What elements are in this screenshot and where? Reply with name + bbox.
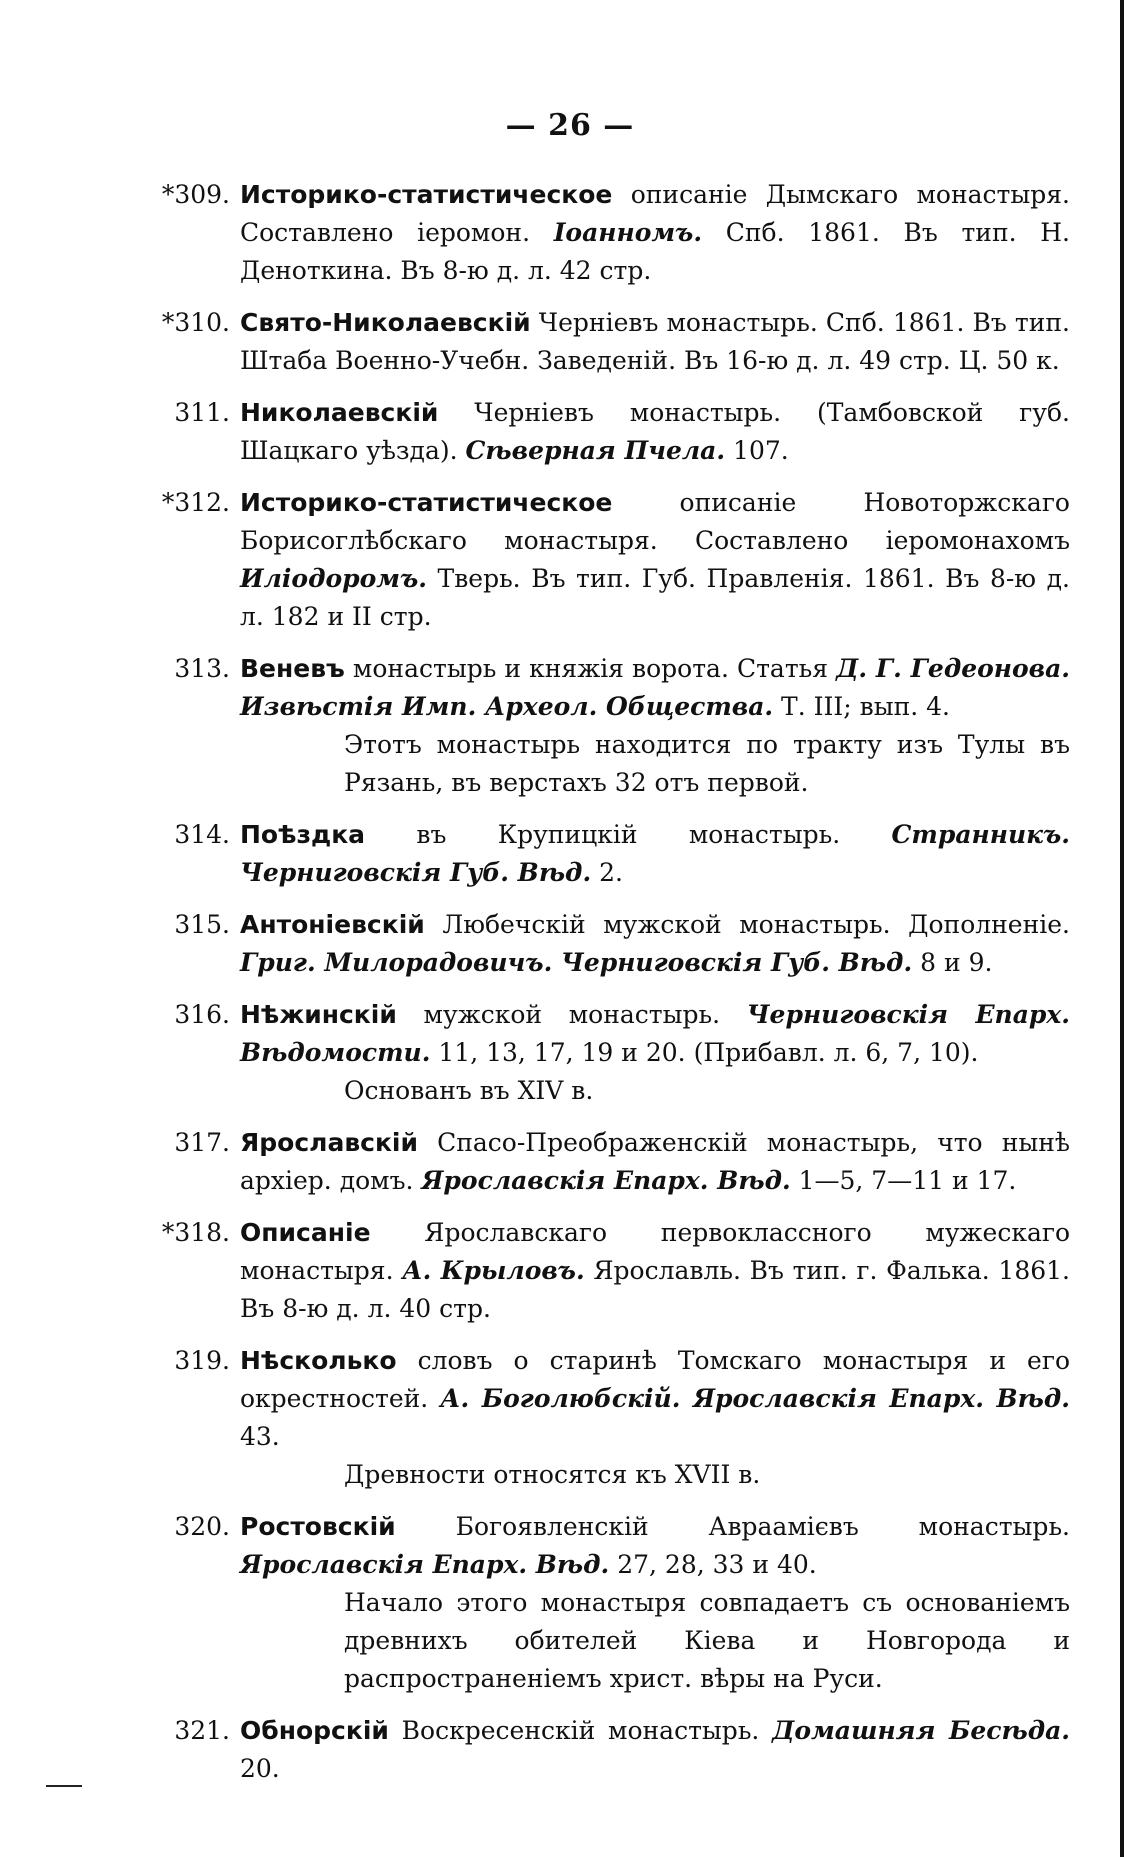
- entry-text: Воскресенскій монастырь.: [388, 1716, 773, 1745]
- entry-title: Нѣжинскій: [240, 1000, 397, 1029]
- entry-text-2: 8 и 9.: [912, 948, 993, 977]
- entry: [0, 394, 1140, 470]
- entry: [0, 996, 1140, 1110]
- entry-number: 319.: [174, 1346, 230, 1375]
- entry-text: Любечскій мужской монастырь. Дополненіе.: [424, 910, 1070, 939]
- entry: [0, 176, 1140, 290]
- entry-title: Николаевскій: [240, 398, 439, 427]
- entry-source: Сѣверная Пчела.: [465, 436, 726, 465]
- entry-source: Ярославскія Епарх. Вѣд.: [421, 1166, 791, 1195]
- entry-body: [240, 394, 1070, 470]
- entry: [0, 906, 1140, 982]
- entry-body: [240, 1508, 1070, 1584]
- entry-number: *312.: [161, 488, 230, 517]
- entry-number: 317.: [174, 1128, 230, 1157]
- entry-text-2: 2.: [591, 858, 623, 887]
- entry-number: 321.: [174, 1716, 230, 1745]
- entry: [0, 1342, 1140, 1494]
- entry-number: *309.: [161, 180, 230, 209]
- entry-note: Этотъ монастырь находится по тракту изъ Тулы въ Рязань, въ верстахъ 32 отъ первой.: [344, 730, 1070, 797]
- entry-source: Иліодоромъ.: [240, 564, 427, 593]
- entry: [0, 1712, 1140, 1788]
- entry-text-2: Т. III; вып. 4.: [773, 692, 951, 721]
- entry-text: Спасо-Преображенскій монастырь, что нынѣ архіер. домъ.: [240, 1128, 1070, 1195]
- entry-title: Историко-статистическое: [240, 180, 613, 209]
- entry-number: *310.: [161, 308, 230, 337]
- entry-source: Іоанномъ.: [553, 218, 703, 247]
- entry-title: Описаніе: [240, 1218, 371, 1247]
- entry-text-2: 1—5, 7—11 и 17.: [790, 1166, 1017, 1195]
- entry-body: [240, 176, 1070, 290]
- entry-text-2: Спб. 1861. Въ тип. Н. Деноткина. Въ 8-ю д. л. 42 стр.: [240, 218, 1070, 285]
- entry-text-2: Ярославль. Въ тип. г. Фалька. 1861. Въ 8-ю д. л. 40 стр.: [240, 1256, 1070, 1323]
- entry-text-2: Тверь. Въ тип. Губ. Правленія. 1861. Въ 8-ю д. л. 182 и II стр.: [240, 564, 1070, 631]
- entry-source: Ярославскія Епарх. Вѣд.: [240, 1550, 610, 1579]
- entry-text: монастырь и княжія ворота. Статья: [344, 654, 837, 683]
- entry-source: Странникъ. Черниговскія Губ. Вѣд.: [240, 820, 1070, 887]
- entry-title: Ростовскій: [240, 1512, 396, 1541]
- entry-source: А. Боголюбскій. Ярославскія Епарх. Вѣд.: [440, 1384, 1070, 1413]
- entry-title: Поѣздка: [240, 820, 366, 849]
- entry-number: 314.: [174, 820, 230, 849]
- bibliography-list: [0, 176, 1140, 1802]
- entry-title: Веневъ: [240, 654, 345, 683]
- entry-source: А. Крыловъ.: [402, 1256, 585, 1285]
- entry-source: Черниговскія Епарх. Вѣдомости.: [240, 1000, 1070, 1067]
- entry-body: [240, 1214, 1070, 1328]
- entry-title: Свято-Николаевскій: [240, 308, 531, 337]
- entry-number: 311.: [174, 398, 230, 427]
- entry: [0, 1508, 1140, 1698]
- entry-title: Историко-статистическое: [240, 488, 613, 517]
- entry: [0, 304, 1140, 380]
- entry-source: Д. Г. Гедеонова. Извѣстія Имп. Археол. Общества.: [240, 654, 1071, 721]
- entry-text: описаніе Дымскаго монастыря. Составлено іеромон.: [240, 180, 1070, 247]
- entry-body: [240, 1342, 1070, 1456]
- entry-text-2: 11, 13, 17, 19 и 20. (Прибавл. л. 6, 7, 10).: [430, 1038, 979, 1067]
- entry-text-2: 43.: [240, 1422, 280, 1451]
- entry-text: описаніе Новоторжскаго Борисоглѣбскаго монастыря. Составлено іеромонахомъ: [240, 488, 1070, 555]
- entry-text: Ярославскаго первоклассного мужескаго монастыря.: [240, 1218, 1070, 1285]
- entry-body: [240, 996, 1070, 1072]
- entry-text: Богоявленскій Авраамієвъ монастырь.: [395, 1512, 1070, 1541]
- entry-text: Черніевъ монастырь. Спб. 1861. Въ тип. Штаба Военно-Учебн. Заведеній. Въ 16-ю д. л. 49 стр. Ц. 50 к.: [240, 308, 1070, 375]
- entry-source: Григ. Милорадовичъ. Черниговскія Губ. Вѣд.: [240, 948, 913, 977]
- corner-dash: [46, 1785, 82, 1787]
- entry-body: [240, 906, 1070, 982]
- entry-note: Древности относятся къ XVII в.: [344, 1460, 761, 1489]
- entry-body: [240, 816, 1070, 892]
- entry-body: [240, 1712, 1070, 1788]
- entry-text-2: 107.: [725, 436, 789, 465]
- entry-text-2: 20.: [240, 1754, 280, 1783]
- entry-source: Домашняя Бесѣда.: [772, 1716, 1070, 1745]
- entry-body: [240, 650, 1070, 726]
- entry-number: *318.: [161, 1218, 230, 1247]
- entry-note: Начало этого монастыря совпадаетъ съ основаніемъ древнихъ обителей Кіева и Новгорода и распространеніемъ христ. вѣры на Руси.: [344, 1588, 1070, 1693]
- page-number: — 26 —: [505, 108, 635, 143]
- entry: [0, 1124, 1140, 1200]
- entry-note: Основанъ въ XIV в.: [344, 1076, 594, 1105]
- entry-body: [240, 304, 1070, 380]
- entry-number: 315.: [174, 910, 230, 939]
- entry: [0, 816, 1140, 892]
- entry-body: [240, 1124, 1070, 1200]
- entry: [0, 650, 1140, 802]
- entry-text: словъ о старинѣ Томскаго монастыря и его окрестностей.: [240, 1346, 1070, 1413]
- entry-title: Обнорскій: [240, 1716, 389, 1745]
- entry-text: мужской монастырь.: [396, 1000, 747, 1029]
- entry-title: Нѣсколько: [240, 1346, 397, 1375]
- entry-number: 320.: [174, 1512, 230, 1541]
- entry-text: въ Крупицкій монастырь.: [365, 820, 892, 849]
- entry-body: [240, 484, 1070, 636]
- entry-title: Антоніевскій: [240, 910, 425, 939]
- entry-number: 316.: [174, 1000, 230, 1029]
- entry-number: 313.: [174, 654, 230, 683]
- entry-text: Черніевъ монастырь. (Тамбовской губ. Шацкаго уѣзда).: [240, 398, 1070, 465]
- entry-title: Ярославскій: [240, 1128, 419, 1157]
- entry: [0, 1214, 1140, 1328]
- entry-text-2: 27, 28, 33 и 40.: [609, 1550, 817, 1579]
- entry: [0, 484, 1140, 636]
